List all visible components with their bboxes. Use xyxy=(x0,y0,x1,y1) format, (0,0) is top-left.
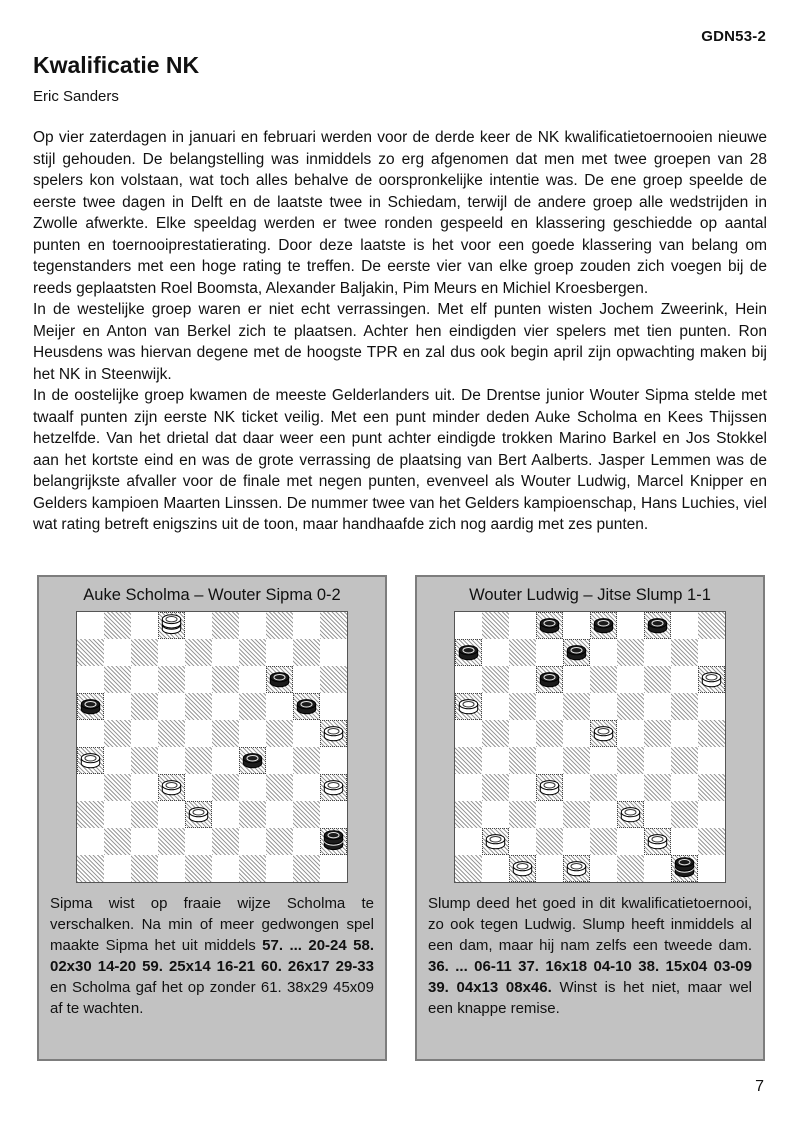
dark-square xyxy=(698,774,725,801)
light-square xyxy=(698,639,725,666)
black-man-piece xyxy=(239,745,266,772)
light-square xyxy=(320,693,347,720)
diagram-box-scholma-sipma xyxy=(37,575,387,1061)
light-square xyxy=(671,612,698,639)
dark-square xyxy=(320,828,347,855)
light-square xyxy=(698,801,725,828)
light-square xyxy=(536,693,563,720)
black-man-piece xyxy=(455,637,482,664)
light-square xyxy=(455,828,482,855)
light-square xyxy=(482,801,509,828)
white-man-piece xyxy=(482,826,509,853)
light-square xyxy=(158,639,185,666)
dark-square xyxy=(77,801,104,828)
light-square xyxy=(509,612,536,639)
light-square xyxy=(104,747,131,774)
dark-square xyxy=(482,666,509,693)
dark-square xyxy=(104,720,131,747)
dark-square xyxy=(212,828,239,855)
black-king-piece xyxy=(671,853,698,880)
light-square xyxy=(293,828,320,855)
dark-square xyxy=(671,801,698,828)
dark-square xyxy=(536,666,563,693)
dark-square xyxy=(212,612,239,639)
white-man-piece xyxy=(590,718,617,745)
dark-square xyxy=(698,666,725,693)
light-square xyxy=(698,747,725,774)
dark-square xyxy=(158,612,185,639)
dark-square xyxy=(239,747,266,774)
light-square xyxy=(698,855,725,882)
black-man-piece xyxy=(266,664,293,691)
light-square xyxy=(185,828,212,855)
white-man-piece xyxy=(455,691,482,718)
dark-square xyxy=(266,666,293,693)
black-man-piece xyxy=(536,664,563,691)
dark-square xyxy=(509,747,536,774)
light-square xyxy=(320,801,347,828)
dark-square xyxy=(293,693,320,720)
white-man-piece xyxy=(77,745,104,772)
dark-square xyxy=(644,666,671,693)
light-square xyxy=(131,774,158,801)
dark-square xyxy=(77,855,104,882)
white-man-piece xyxy=(509,853,536,880)
diagram-caption xyxy=(428,893,752,1019)
light-square xyxy=(320,855,347,882)
light-square xyxy=(455,612,482,639)
light-square xyxy=(671,828,698,855)
light-square xyxy=(617,720,644,747)
dark-square xyxy=(617,693,644,720)
dark-square xyxy=(536,774,563,801)
light-square xyxy=(455,720,482,747)
move-notation: 57. ... 20-24 58. 02x30 14-20 59. 25x14 16-21 60. 26x17 29-33 xyxy=(50,937,374,975)
diagram-title: Auke Scholma – Wouter Sipma 0-2 xyxy=(83,586,341,604)
light-square xyxy=(185,720,212,747)
light-square xyxy=(617,774,644,801)
dark-square xyxy=(212,720,239,747)
light-square xyxy=(590,693,617,720)
white-man-piece xyxy=(698,664,725,691)
white-man-piece xyxy=(320,772,347,799)
dark-square xyxy=(77,639,104,666)
light-square xyxy=(77,828,104,855)
light-square xyxy=(563,666,590,693)
light-square xyxy=(644,639,671,666)
dark-square xyxy=(617,801,644,828)
light-square xyxy=(455,774,482,801)
white-man-piece xyxy=(320,718,347,745)
white-man-piece xyxy=(617,799,644,826)
light-square xyxy=(77,612,104,639)
black-man-piece xyxy=(590,610,617,637)
light-square xyxy=(482,855,509,882)
dark-square xyxy=(455,747,482,774)
diagram-caption xyxy=(50,893,374,1019)
dark-square xyxy=(671,747,698,774)
dark-square xyxy=(185,693,212,720)
white-man-piece xyxy=(158,772,185,799)
dark-square xyxy=(77,693,104,720)
light-square xyxy=(617,828,644,855)
dark-square xyxy=(455,693,482,720)
dark-square xyxy=(563,801,590,828)
light-square xyxy=(158,855,185,882)
dark-square xyxy=(293,801,320,828)
dark-square xyxy=(509,639,536,666)
dark-square xyxy=(644,828,671,855)
light-square xyxy=(320,747,347,774)
dark-square xyxy=(77,747,104,774)
light-square xyxy=(131,666,158,693)
dark-square xyxy=(266,774,293,801)
dark-square xyxy=(158,774,185,801)
dark-square xyxy=(536,720,563,747)
dark-square xyxy=(158,720,185,747)
dark-square xyxy=(212,774,239,801)
dark-square xyxy=(266,612,293,639)
dark-square xyxy=(293,639,320,666)
light-square xyxy=(590,747,617,774)
white-man-piece xyxy=(563,853,590,880)
light-square xyxy=(590,639,617,666)
light-square xyxy=(104,855,131,882)
light-square xyxy=(293,774,320,801)
caption-text: Sipma wist op fraaie wijze Scholma te verschalken. Na min of meer gedwongen spel maakte Sipma het uit middels xyxy=(50,895,374,954)
light-square xyxy=(644,855,671,882)
light-square xyxy=(239,666,266,693)
black-man-piece xyxy=(563,637,590,664)
black-man-piece xyxy=(77,691,104,718)
light-square xyxy=(698,693,725,720)
light-square xyxy=(293,666,320,693)
light-square xyxy=(509,828,536,855)
light-square xyxy=(266,693,293,720)
black-man-piece xyxy=(536,610,563,637)
dark-square xyxy=(239,801,266,828)
light-square xyxy=(131,720,158,747)
light-square xyxy=(185,774,212,801)
light-square xyxy=(617,666,644,693)
light-square xyxy=(644,747,671,774)
paragraph-western-group: In de westelijke groep waren er niet echt verrassingen. Met elf punten wisten Jochem Zweerink, Hein Meijer en Anton van Berkel zich te plaatsen. Achter hen eindigden vier spelers met tien punten. Ron Heusdens was hiervan degene met de hoogste TPR en zal dus ook begin april zijn opwachting maken bij het NK in Steenwijk. xyxy=(33,301,767,383)
dark-square xyxy=(698,720,725,747)
light-square xyxy=(536,639,563,666)
dark-square xyxy=(266,720,293,747)
caption-text: Winst is het niet, maar wel een knappe remise. xyxy=(428,979,752,1017)
dark-square xyxy=(239,639,266,666)
dark-square xyxy=(239,855,266,882)
diagram-title: Wouter Ludwig – Jitse Slump 1-1 xyxy=(469,586,711,604)
light-square xyxy=(644,693,671,720)
dark-square xyxy=(698,828,725,855)
dark-square xyxy=(266,828,293,855)
white-man-piece xyxy=(644,826,671,853)
dark-square xyxy=(185,801,212,828)
light-square xyxy=(671,720,698,747)
dark-square xyxy=(131,747,158,774)
dark-square xyxy=(131,693,158,720)
caption-text: Slump deed het goed in dit kwalificatietoernooi, zo ook tegen Ludwig. Slump heeft inmiddels al een dam, maar hij nam zelfs een tweede dam. xyxy=(428,895,752,954)
light-square xyxy=(509,666,536,693)
dark-square xyxy=(509,801,536,828)
light-square xyxy=(212,747,239,774)
dark-square xyxy=(644,720,671,747)
light-square xyxy=(482,747,509,774)
light-square xyxy=(482,693,509,720)
dark-square xyxy=(185,747,212,774)
dark-square xyxy=(320,666,347,693)
light-square xyxy=(239,720,266,747)
dark-square xyxy=(698,612,725,639)
dark-square xyxy=(455,855,482,882)
dark-square xyxy=(590,720,617,747)
dark-square xyxy=(536,828,563,855)
dark-square xyxy=(671,693,698,720)
diagram-box-ludwig-slump xyxy=(415,575,765,1061)
light-square xyxy=(590,801,617,828)
page-number: 7 xyxy=(755,1078,764,1095)
white-man-piece xyxy=(536,772,563,799)
draughts-board xyxy=(454,611,726,883)
light-square xyxy=(320,639,347,666)
dark-square xyxy=(482,612,509,639)
light-square xyxy=(671,666,698,693)
dark-square xyxy=(536,612,563,639)
light-square xyxy=(590,855,617,882)
light-square xyxy=(212,639,239,666)
light-square xyxy=(266,855,293,882)
light-square xyxy=(293,612,320,639)
dark-square xyxy=(563,855,590,882)
dark-square xyxy=(104,666,131,693)
dark-square xyxy=(509,693,536,720)
dark-square xyxy=(131,855,158,882)
black-man-piece xyxy=(293,691,320,718)
light-square xyxy=(239,612,266,639)
light-square xyxy=(185,666,212,693)
light-square xyxy=(185,612,212,639)
light-square xyxy=(158,747,185,774)
white-king-piece xyxy=(158,610,185,637)
article-author: Eric Sanders xyxy=(33,88,119,105)
light-square xyxy=(131,828,158,855)
dark-square xyxy=(590,828,617,855)
dark-square xyxy=(563,747,590,774)
light-square xyxy=(212,801,239,828)
dark-square xyxy=(617,747,644,774)
dark-square xyxy=(482,828,509,855)
dark-square xyxy=(185,855,212,882)
light-square xyxy=(212,693,239,720)
light-square xyxy=(104,801,131,828)
light-square xyxy=(644,801,671,828)
dark-square xyxy=(293,747,320,774)
dark-square xyxy=(563,693,590,720)
dark-square xyxy=(185,639,212,666)
light-square xyxy=(455,666,482,693)
dark-square xyxy=(671,855,698,882)
light-square xyxy=(158,801,185,828)
black-king-piece xyxy=(320,826,347,853)
light-square xyxy=(104,639,131,666)
light-square xyxy=(536,747,563,774)
light-square xyxy=(266,747,293,774)
dark-square xyxy=(617,639,644,666)
light-square xyxy=(563,612,590,639)
dark-square xyxy=(239,693,266,720)
dark-square xyxy=(482,720,509,747)
dark-square xyxy=(455,801,482,828)
dark-square xyxy=(158,828,185,855)
light-square xyxy=(563,828,590,855)
dark-square xyxy=(671,639,698,666)
light-square xyxy=(536,801,563,828)
dark-square xyxy=(320,720,347,747)
light-square xyxy=(266,801,293,828)
light-square xyxy=(671,774,698,801)
dark-square xyxy=(212,666,239,693)
draughts-board xyxy=(76,611,348,883)
doc-code: GDN53-2 xyxy=(701,28,766,45)
dark-square xyxy=(455,639,482,666)
dark-square xyxy=(563,639,590,666)
dark-square xyxy=(320,612,347,639)
dark-square xyxy=(293,855,320,882)
paragraph-eastern-group: In de oostelijke groep kwamen de meeste Gelderlanders uit. De Drentse junior Wouter Sipma stelde met twaalf punten zijn eerste NK ticket veilig. Met een punt minder deden Auke Scholma en Kees Thijssen hetzelfde. Van het drietal dat daar weer een punt achter eindigde trokken Marino Barkel en Jos Stokkel aan het kortste eind en was de grote verrassing de plaatsing van Bert Aalberts. Jasper Lemmen was de belangrijkste afvaller voor de finale met negen punten, evenveel als Wouter Ludwig, Marcel Knipper en Gelders kampioen Maarten Linssen. De nummer twee van het Gelders kampioenschap, Hans Luchies, viel wat rating betreft enigszins uit de toon, maar handhaafde zich nog aardig met zes punten. xyxy=(33,387,767,533)
light-square xyxy=(158,693,185,720)
caption-text: en Scholma gaf het op zonder 61. 38x29 45x09 af te wachten. xyxy=(50,979,374,1017)
dark-square xyxy=(131,639,158,666)
light-square xyxy=(563,774,590,801)
dark-square xyxy=(644,612,671,639)
article-body xyxy=(33,127,767,536)
light-square xyxy=(266,639,293,666)
light-square xyxy=(239,774,266,801)
light-square xyxy=(131,612,158,639)
article-title: Kwalificatie NK xyxy=(33,52,200,78)
black-man-piece xyxy=(644,610,671,637)
move-notation: 36. ... 06-11 37. 16x18 04-10 38. 15x04 03-09 39. 04x13 08x46. xyxy=(428,958,752,996)
dark-square xyxy=(320,774,347,801)
light-square xyxy=(563,720,590,747)
light-square xyxy=(212,855,239,882)
light-square xyxy=(293,720,320,747)
dark-square xyxy=(104,612,131,639)
light-square xyxy=(509,720,536,747)
dark-square xyxy=(590,666,617,693)
light-square xyxy=(77,666,104,693)
dark-square xyxy=(590,774,617,801)
light-square xyxy=(77,774,104,801)
dark-square xyxy=(131,801,158,828)
dark-square xyxy=(158,666,185,693)
dark-square xyxy=(482,774,509,801)
paragraph-intro: Op vier zaterdagen in januari en februari werden voor de derde keer de NK kwalificatietoernooien nieuwe stijl gehouden. De belangstelling was inmiddels zo erg afgenomen dat men met twee groepen van 28 spelers kon volstaan, wat toch alles behalve de oorspronkelijke intentie was. De ene groep speelde de eerste twee dagen in Delft en de laatste twee in Schiedam, terwijl de andere groep alle wedstrijden in Zwolle afwerkte. Elke speeldag werden er twee ronden gespeeld en klassering geschiedde op aantal punten en toernooiprestatierating. Door deze laatste is het voor een goede klassering van belang om tegenstanders met een hoge rating te treffen. De eerste vier van elke groep zouden zich voegen bij de reeds geplaatsten Roel Boomsta, Alexander Baljakin, Pim Meurs en Michiel Kroesbergen. xyxy=(33,129,767,297)
white-man-piece xyxy=(185,799,212,826)
light-square xyxy=(617,612,644,639)
dark-square xyxy=(104,774,131,801)
light-square xyxy=(482,639,509,666)
dark-square xyxy=(644,774,671,801)
dark-square xyxy=(617,855,644,882)
light-square xyxy=(239,828,266,855)
light-square xyxy=(509,774,536,801)
dark-square xyxy=(590,612,617,639)
dark-square xyxy=(104,828,131,855)
light-square xyxy=(77,720,104,747)
light-square xyxy=(536,855,563,882)
light-square xyxy=(104,693,131,720)
dark-square xyxy=(509,855,536,882)
